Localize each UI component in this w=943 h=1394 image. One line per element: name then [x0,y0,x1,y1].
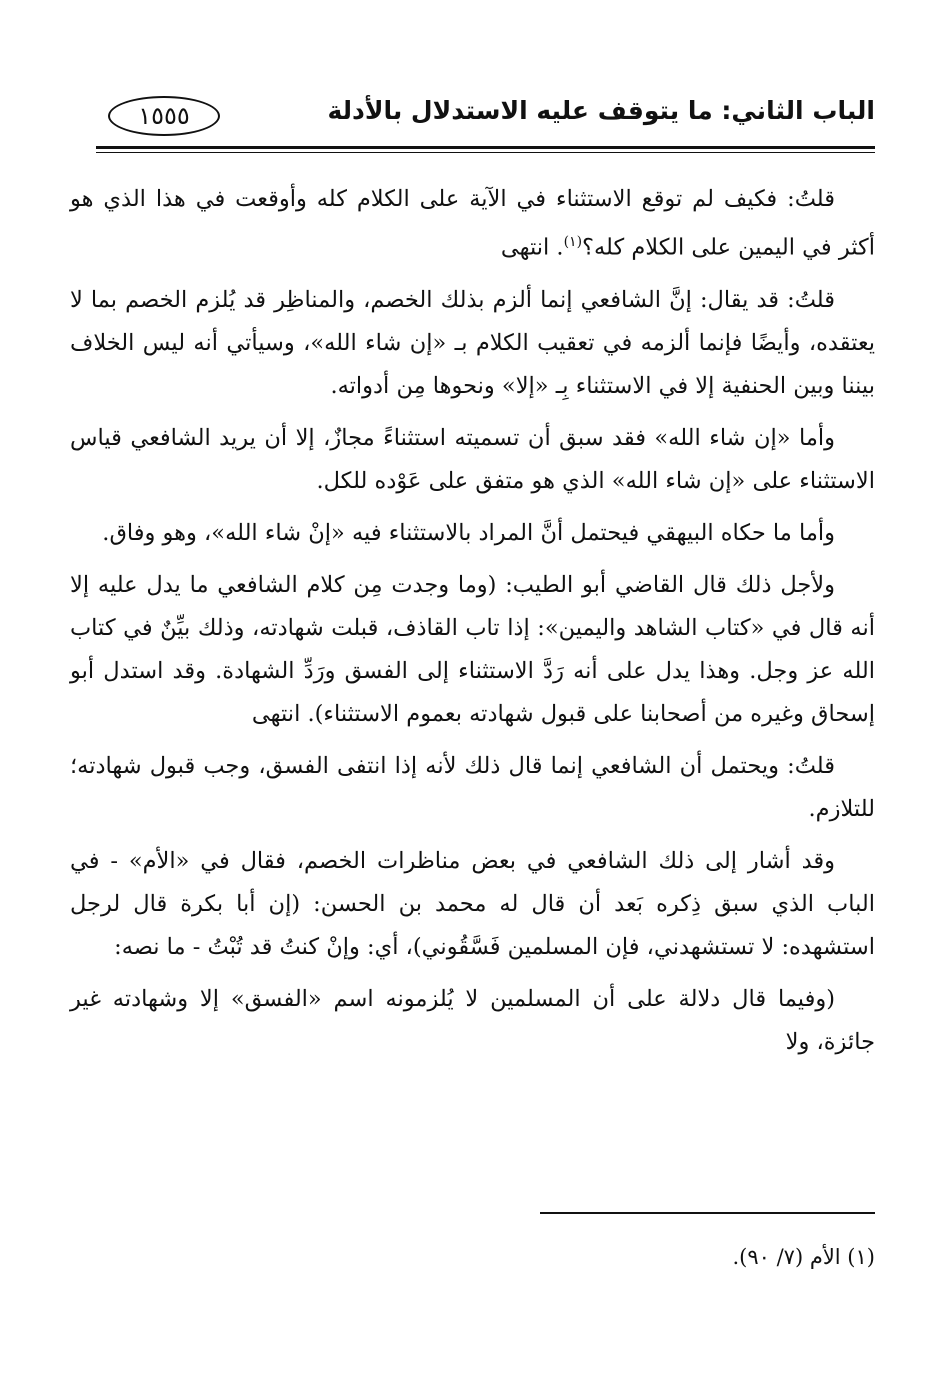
page-number-badge: ١٥٥٥ [108,96,220,136]
page-header [70,90,875,142]
paragraph-5: ولأجل ذلك قال القاضي أبو الطيب: (وما وجدت مِن كلام الشافعي ما يدل عليه إلا أنه قال في «كتاب الشاهد واليمين»: إذا تاب القاذف، قبلت شهادته، وذلك بيِّنٌ في كتاب الله عز وجل. وهذا يدل على أنه رَدَّ الاستثناء إلى الفسق ورَدِّ الشهادة. وقد استدل أبو إسحاق وغيره من أصحابنا على قبول شهادته بعموم الاستثناء). انتهى [70,571,875,727]
paragraph-3: وأما «إن شاء الله» فقد سبق أن تسميته استثناءً مجازٌ، إلا أن يريد الشافعي قياس الاستثناء على «إن شاء الله» الذي هو متفق على عَوْده للكل. [70,424,875,494]
paragraph-7: وقد أشار إلى ذلك الشافعي في بعض مناظرات الخصم، فقال في «الأم» - في الباب الذي سبق ذِكره بَعد أن قال له محمد بن الحسن: (إن أبا بكرة قال لرجل استشهده: لا تستشهدني، فإن المسلمين فَسَّقُوني)، أي: وإنْ كنتُ قد تُبْتُ - ما نصه: [70,847,875,960]
paragraph-6: قلتُ: ويحتمل أن الشافعي إنما قال ذلك لأنه إذا انتفى الفسق، وجب قبول شهادته؛ للتلازم. [70,752,875,822]
paragraph-2: قلتُ: قد يقال: إنَّ الشافعي إنما ألزم بذلك الخصم، والمناظِر قد يُلزم الخصم بما لا يعتقده، وأيضًا فإنما ألزمه في تعقيب الكلام بـ «إن شاء الله»، وسيأتي أنه ليس الخلاف بيننا وبين الحنفية إلا في الاستثناء بِـ «إلا» ونحوها مِن أدواته. [70,286,875,399]
body-text [70,178,875,1073]
book-page [70,90,875,1340]
paragraph-8: (وفيما قال دلالة على أن المسلمين لا يُلزمونه اسم «الفسق» إلا وشهادته غير جائزة، ولا [70,985,875,1055]
footnote: (١) الأم (٧/ ٩٠). [732,1245,875,1269]
paragraph-1: قلتُ: فكيف لم توقع الاستثناء في الآية على الكلام كله وأوقعت في هذا الذي هو أكثر في اليمين على الكلام كله؟$^{(١)}$. انتهى [70,186,875,261]
footnote-reference: (١) [563,234,583,250]
header-rule-thick [96,146,875,149]
paragraph-4: وأما ما حكاه البيهقي فيحتمل أنَّ المراد بالاستثناء فيه «إنْ شاء الله»، وهو وفاق. [102,519,835,546]
footnote-separator [540,1212,875,1214]
chapter-title: الباب الثاني: ما يتوقف عليه الاستدلال بالأدلة [327,96,875,125]
header-rule-thin [96,152,875,153]
